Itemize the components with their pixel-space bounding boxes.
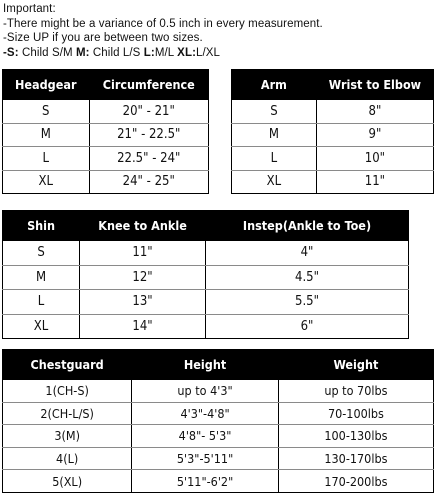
measurement-cell: 4.5" [205, 265, 408, 290]
size-cell: L [232, 147, 317, 171]
height-cell: 5'3"-5'11" [132, 447, 279, 470]
table-row [3, 425, 434, 448]
table-row [232, 147, 434, 171]
headgear-size-table [2, 69, 209, 194]
column-header: Knee to Ankle [80, 211, 206, 241]
size-cell: L [3, 147, 90, 171]
column-header: Height [132, 350, 279, 380]
arm-size-table [231, 69, 434, 194]
table-row [3, 147, 209, 171]
size-notes [3, 2, 323, 60]
column-header: Weight [278, 350, 433, 380]
size-code: -S: [3, 46, 19, 59]
weight-cell: 70-100lbs [278, 402, 433, 425]
measurement-cell: 11" [316, 170, 433, 194]
size-cell: 4(L) [3, 447, 132, 470]
measurement-cell: 9" [316, 123, 433, 147]
size-code: M: [75, 46, 90, 59]
size-cell: 1(CH-S) [3, 380, 132, 403]
table-row [3, 100, 209, 124]
measurement-cell: 13" [80, 290, 206, 315]
height-cell: 4'8"- 5'3" [132, 425, 279, 448]
notes-size-up-line: -Size UP if you are between two sizes. [3, 32, 203, 44]
table-row [3, 241, 409, 266]
column-header: Arm [232, 70, 317, 100]
size-cell: 2(CH-L/S) [3, 402, 132, 425]
table-row [3, 470, 434, 493]
column-header: Chestguard [3, 350, 132, 380]
weight-cell: 130-170lbs [278, 447, 433, 470]
size-code: XL: [177, 46, 196, 59]
size-desc: Child L/S [92, 46, 141, 59]
table-row [3, 447, 434, 470]
measurement-cell: 12" [80, 265, 206, 290]
column-header: Shin [3, 211, 80, 241]
table-row [232, 123, 434, 147]
measurement-cell: 5.5" [205, 290, 408, 315]
table-row [3, 170, 209, 194]
size-cell: 5(XL) [3, 470, 132, 493]
table-row [3, 290, 409, 315]
measurement-cell: 24" - 25" [89, 170, 208, 194]
height-cell: 5'11"-6'2" [132, 470, 279, 493]
size-cell: XL [3, 314, 80, 339]
size-cell: L [3, 290, 80, 315]
notes-size-legend [3, 46, 323, 61]
column-header: Instep(Ankle to Toe) [205, 211, 408, 241]
weight-cell: 100-130lbs [278, 425, 433, 448]
size-cell: XL [3, 170, 90, 194]
notes-variance-line: -There might be a variance of 0.5 inch in every measurement. [3, 17, 323, 30]
measurement-cell: 6" [205, 314, 408, 339]
table-header-row [3, 70, 209, 100]
column-header: Wrist to Elbow [316, 70, 433, 100]
measurement-cell: 4" [205, 241, 408, 266]
table-header-row [3, 350, 434, 380]
table-header-row [232, 70, 434, 100]
size-cell: S [3, 100, 90, 124]
size-cell: M [3, 123, 90, 147]
size-cell: S [3, 241, 80, 266]
measurement-cell: 20" - 21" [89, 100, 208, 124]
table-row [3, 402, 434, 425]
chestguard-size-table [2, 349, 434, 493]
table-row [232, 170, 434, 194]
size-desc: Child S/M [21, 46, 73, 59]
table-row [3, 265, 409, 290]
measurement-cell: 10" [316, 147, 433, 171]
measurement-cell: 11" [80, 241, 206, 266]
table-header-row [3, 211, 409, 241]
measurement-cell: 21" - 22.5" [89, 123, 208, 147]
table-row [3, 380, 434, 403]
table-row [232, 100, 434, 124]
size-code: L: [143, 46, 155, 59]
size-cell: XL [232, 170, 317, 194]
measurement-cell: 8" [316, 100, 433, 124]
height-cell: 4'3"-4'8" [132, 402, 279, 425]
size-cell: M [3, 265, 80, 290]
table-row [3, 123, 209, 147]
notes-heading: Important: [3, 3, 56, 15]
size-cell: M [232, 123, 317, 147]
column-header: Circumference [89, 70, 208, 100]
measurement-cell: 14" [80, 314, 206, 339]
size-cell: 3(M) [3, 425, 132, 448]
table-row [3, 314, 409, 339]
size-cell: S [232, 100, 317, 124]
shin-size-table [2, 210, 409, 339]
weight-cell: up to 70lbs [278, 380, 433, 403]
weight-cell: 170-200lbs [278, 470, 433, 493]
height-cell: up to 4'3" [132, 380, 279, 403]
column-header: Headgear [3, 70, 90, 100]
size-desc: L/XL [196, 46, 221, 59]
measurement-cell: 22.5" - 24" [89, 147, 208, 171]
size-desc: M/L [154, 46, 174, 59]
